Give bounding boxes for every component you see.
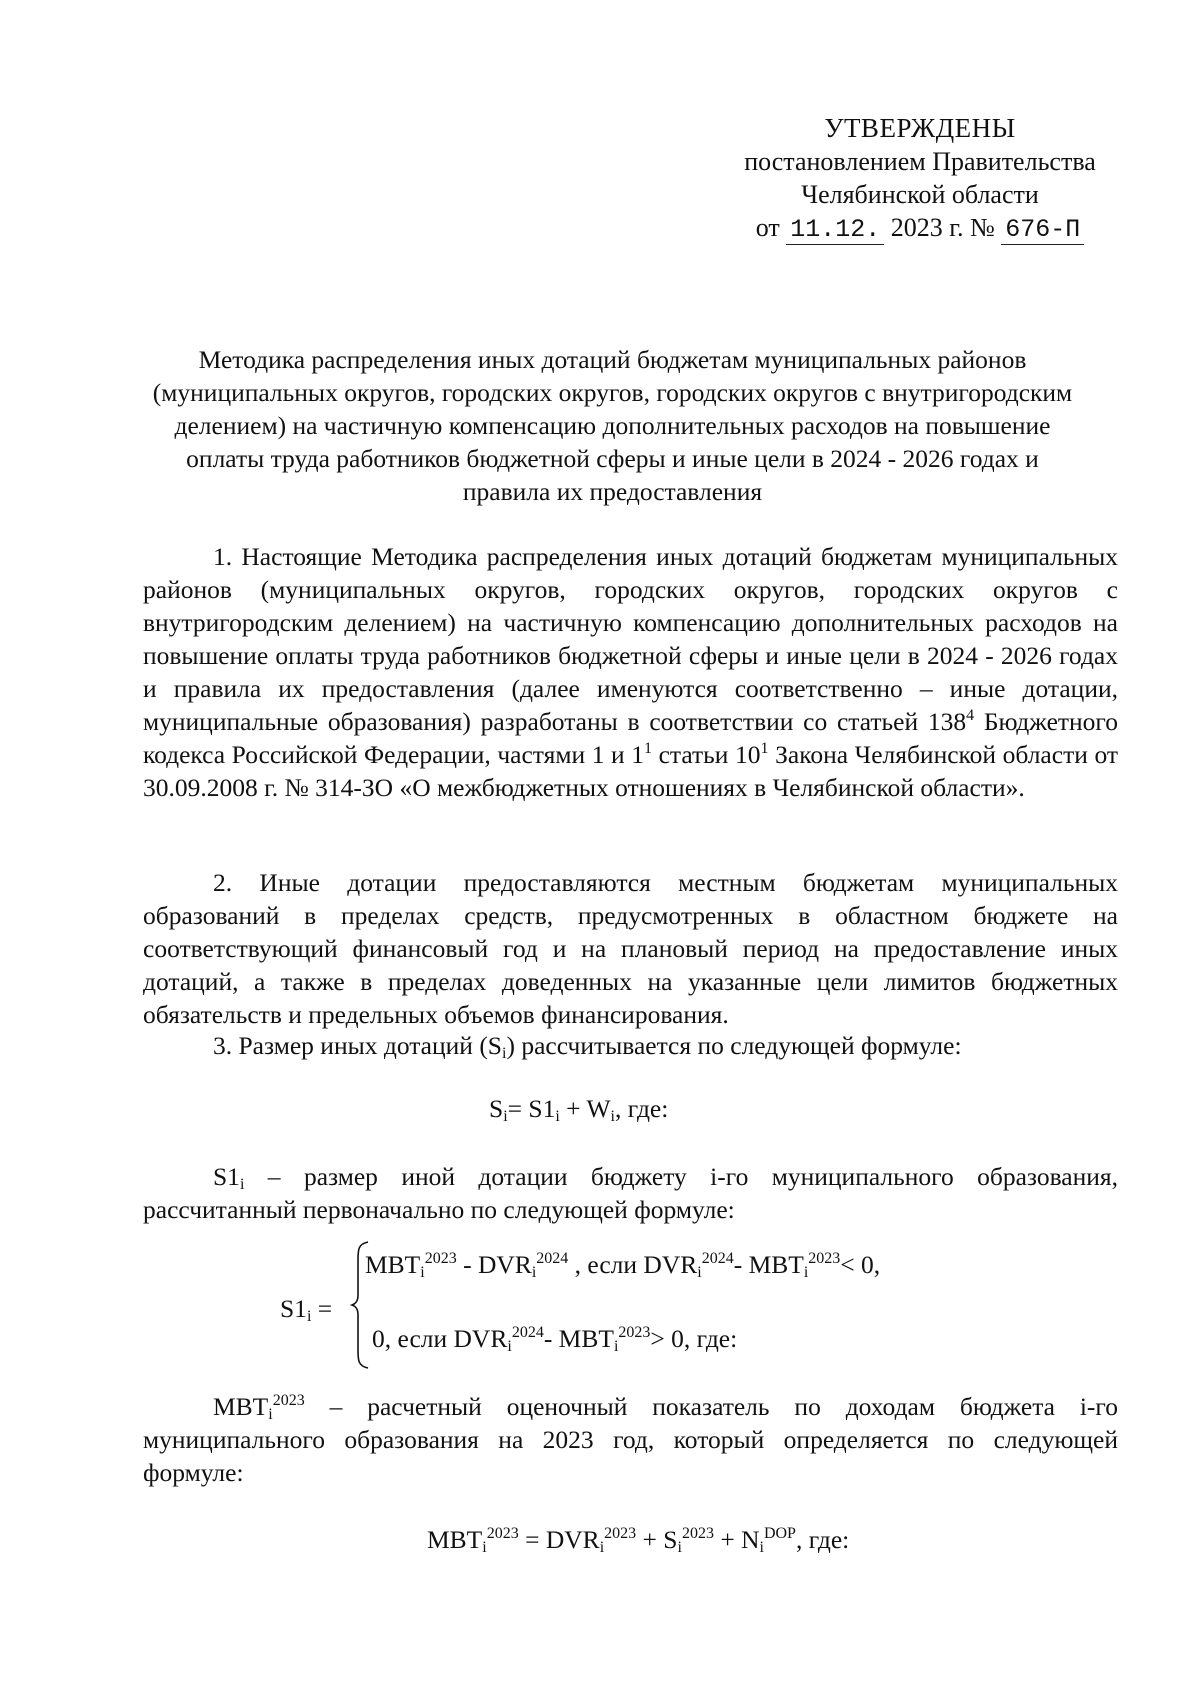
document-title: Методика распределения иных дотаций бюджетам муниципальных районов (муниципальных округов, городских округов, городских округов с внутригородским делением) на частичную компенсацию дополнительных расходов на повышение оплаты труда работников бюджетной сферы и иные цели в 2024 - 2026 годах и правила их предоставления xyxy=(152,345,1073,506)
paragraph-3: 3. Размер иных дотаций $(S_i)$ рассчитывается по следующей формуле: xyxy=(213,1031,962,1062)
approval-number: 676-П xyxy=(1001,215,1084,245)
formula-mbt: $MBT_i^{2023} = DVR_i^{2023} + S_i^{2023} + N_i^{DOP}$, где: xyxy=(427,1525,850,1556)
approval-block xyxy=(720,112,1120,246)
approval-date-line xyxy=(720,211,1120,246)
approval-year: 2023 г. № xyxy=(890,213,995,242)
piecewise-formula xyxy=(270,1240,1070,1380)
piecewise-case-1: $MBT_i^{2023} - DVR_i^{2024}$ , если $DVR_i^{2024}-$ $MBT_i^{2023}< 0$, xyxy=(365,1250,881,1281)
definition-s1: $S1_i$ – размер иной дотации бюджету i-го муниципального образования, рассчитанный первоначально по следующей формуле: xyxy=(143,1162,1118,1224)
definition-mbt: $MBT_i^{2023}$ – расчетный оценочный показатель по доходам бюджета i-го муниципального образования на 2023 год, который определяется по следующей формуле: xyxy=(143,1392,1118,1487)
approval-date: 11.12. xyxy=(786,215,884,245)
piecewise-lhs: $S1_i$ = xyxy=(280,1294,333,1325)
paragraph-1: 1. Настоящие Методика распределения иных дотаций бюджетам муниципальных районов (муниципальных округов, городских округов, городских округов с внутригородским делением) на частичную компенсацию дополнительных расходов на повышение оплаты труда работников бюджетной сферы и иные цели в 2024 - 2026 годах и правила их предоставления (далее именуются соответственно – иные дотации, муниципальные образования) разработаны в соответствии со статьей $138^4$ Бюджетного кодекса Российской Федерации, частями 1 и $1^1$ статьи $10^1$ Закона Челябинской области от 30.09.2008 г. № 314-ЗО «О межбюджетных отношениях в Челябинской области». xyxy=(143,542,1119,802)
approval-line-1: постановлением Правительства xyxy=(744,147,1096,176)
formula-s: $S_i= S1_i + W_i$, где: xyxy=(489,1094,669,1125)
paragraph-2: 2. Иные дотации предоставляются местным бюджетам муниципальных образований в пределах средств, предусмотренных в областном бюджете на соответствующий финансовый год и на плановый период на предоставление иных дотаций, а также в пределах доведенных на указанные цели лимитов бюджетных обязательств и предельных объемов финансирования. xyxy=(143,868,1118,1029)
approval-heading: УТВЕРЖДЕНЫ xyxy=(824,113,1016,143)
date-prefix: от xyxy=(755,213,780,242)
approval-line-2: Челябинской области xyxy=(801,180,1039,209)
piecewise-case-2: 0, если $DVR_i^{2024}-$ $MBT_i^{2023}> 0$, где: xyxy=(372,1324,738,1355)
